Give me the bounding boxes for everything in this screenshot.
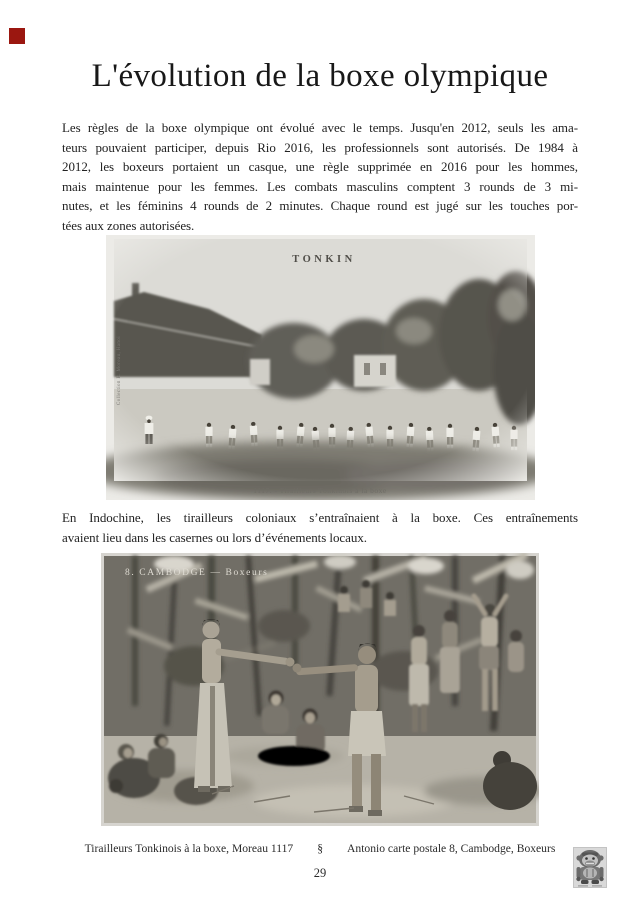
paragraph-line: Les règles de la boxe olympique ont évolué avec le temps. Jusqu'en 2012, seuls les ama- [62,120,578,135]
postcard-label-cambodge: 8. CAMBODGE — Boxeurs [125,568,269,578]
credit-left: Tirailleurs Tonkinois à la boxe, Moreau 1117 [84,842,294,855]
photo-cambodge-postcard [101,553,539,826]
intro-paragraph [62,118,578,235]
paragraph-line: En Indochine, les tirailleurs coloniaux s’entraînaient à la boxe. Ces entraînements [62,510,578,525]
page-number: 29 [313,866,327,880]
credit-right: Antonio carte postale 8, Cambodge, Boxeurs [347,842,556,855]
postcard-header-tonkin: TONKIN [291,254,356,265]
indochine-paragraph [62,508,578,547]
photo-tonkin-postcard [106,235,535,500]
postcard-side-text: Collection R. Moreau, Hanoi [116,336,122,405]
click-marker-square [9,28,25,44]
paragraph-line: tées aux zones autorisées. [62,217,195,233]
paragraph-line: nutes, et les féminins 4 rounds de 2 minutes. Chaque round est jugé sur les touches por- [62,198,578,213]
section-mark: § [317,842,324,855]
photo-credits [0,842,640,855]
postcard-caption: 1117. - Tirailleurs Tonkinois à la boxe [252,486,387,495]
paragraph-line: mais maintenue pour les femmes. Les combats masculins comptent 3 rounds de 3 mi- [62,178,578,194]
paragraph-line: avaient lieu dans les casernes ou lors d’événements locaux. [62,529,367,545]
page-title: L'évolution de la boxe olympique [91,58,549,94]
paragraph-line: teurs pouvaient participer, depuis Rio 2016, les professionnels sont autorisés. De 1984 à [62,139,578,155]
paragraph-line: 2012, les boxeurs portaient un casque, une règle supprimée en 2016 pour les hommes, [62,159,578,174]
stamp-figure-icon [573,847,607,888]
